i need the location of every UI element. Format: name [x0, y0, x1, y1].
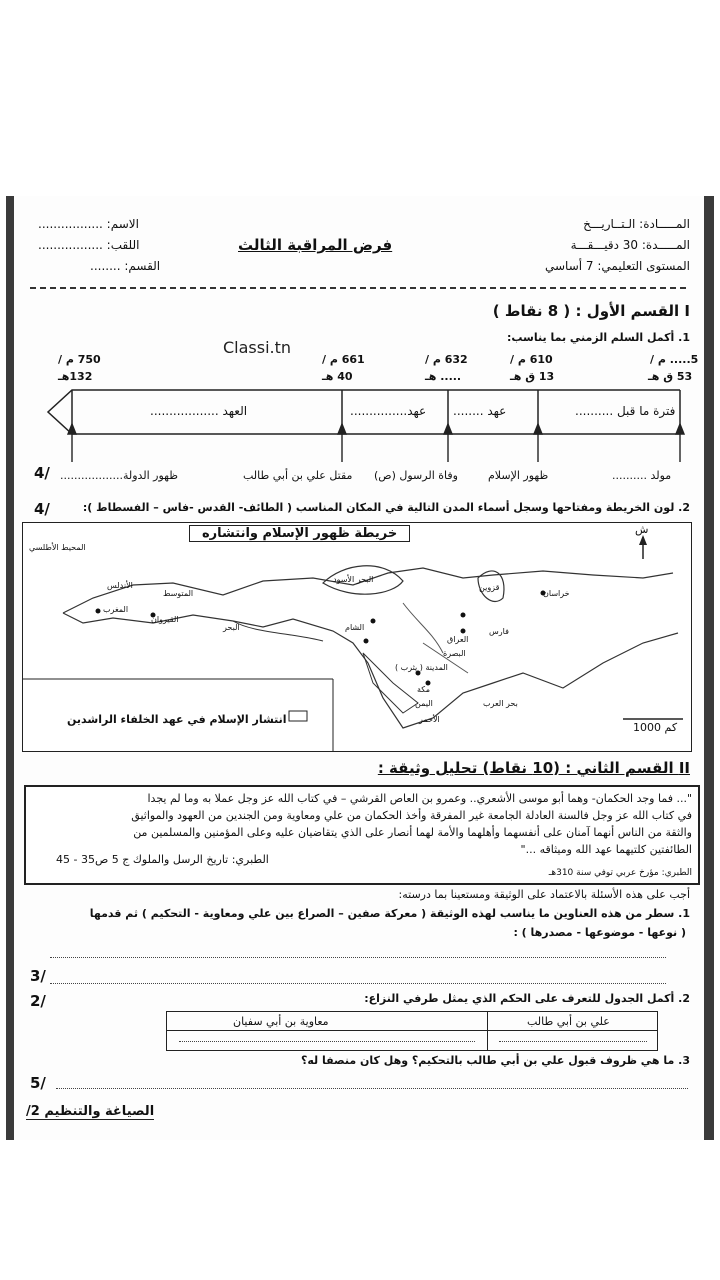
- map-label: اليمن: [415, 699, 433, 708]
- map-label: البصرة: [443, 649, 466, 658]
- band-segment: عهد...............: [350, 404, 427, 418]
- map-label: الشام: [345, 623, 365, 632]
- table-header: علي بن أبي طالب: [527, 1015, 610, 1028]
- level-label: المستوى التعليمي: 7 أساسي: [544, 259, 690, 273]
- name-field[interactable]: الاسم: .................: [38, 217, 139, 231]
- table-cell[interactable]: [499, 1041, 647, 1042]
- map-label: البحر: [223, 623, 240, 632]
- answer-line[interactable]: [50, 957, 666, 958]
- section1-heading: I القسم الأول : ( 8 نقاط ): [492, 302, 690, 320]
- map-label: المتوسط: [163, 589, 194, 598]
- map-label: مكة: [417, 685, 430, 694]
- answer-line[interactable]: [56, 1088, 688, 1089]
- map-label: المغرب: [103, 605, 129, 614]
- doc-line: والثقة من الناس أنهما آمنان على أنفسهما وأهلهما والأمة لهما أنصار على الذي يتقاضيان عليه وعلى المؤمنين والمسلمين من: [133, 826, 692, 839]
- right-binding-bar: [704, 196, 714, 1140]
- band-segment: عهد ........: [453, 404, 507, 418]
- timeline-date-top: 5..... م /: [650, 353, 699, 366]
- timeline-date-bottom: 132هـ: [58, 370, 93, 383]
- map-label: فارس: [489, 627, 509, 636]
- map-legend: انتشار الإسلام في عهد الخلفاء الراشدين: [67, 713, 287, 726]
- map-label: الأحمر: [419, 715, 440, 724]
- section2-heading: II القسم الثاني : (10 نقاط) تحليل وثيقة :: [377, 759, 690, 777]
- class-field[interactable]: القسم: ........: [90, 259, 161, 273]
- section2-q1: 1. سطر من هذه العناوين ما يناسب لهذه الوثيقة ( معركة صفين – الصراع بين علي ومعاوية - التحكيم ) ثم قدمها: [89, 907, 690, 920]
- table-header: معاوية بن أبي سفيان: [233, 1015, 329, 1028]
- map-scale: 1000 كم: [633, 721, 678, 734]
- timeline-date-top: 750 م /: [58, 353, 101, 366]
- map-label: المدينة ( يثرب ): [395, 663, 448, 672]
- left-binding-bar: [6, 196, 14, 1140]
- q1-score: 4/: [34, 464, 50, 482]
- duration-label: المـــــدة: 30 دقيـــقـــة: [570, 238, 690, 252]
- section2-q3: 3. ما هي ظروف قبول علي بن أبي طالب بالتحكيم؟ وهل كان منصفا له؟: [301, 1054, 690, 1067]
- q3-score: 5/: [30, 1074, 46, 1092]
- timeline-event: ظهور الإسلام: [488, 469, 549, 482]
- timeline-date-top: 610 م /: [510, 353, 553, 366]
- timeline-date-bottom: 13 ق هـ: [510, 370, 555, 383]
- section2-q1-b: ( نوعها - موضوعها - مصدرها ) :: [513, 926, 686, 939]
- timeline-event: ظهور الدولة..................: [60, 469, 178, 482]
- map-title: خريطة ظهور الإسلام وانتشاره: [189, 525, 410, 542]
- watermark: Classi.tn: [223, 338, 292, 357]
- table: [166, 1011, 658, 1051]
- band-segment: العهد ..................: [150, 404, 248, 418]
- timeline-date-top: 661 م /: [322, 353, 365, 366]
- timeline-event: مقتل علي بن أبي طالب: [243, 469, 353, 482]
- section2-q2: 2. أكمل الجدول للتعرف على الحكم الذي يمثل طرفي النزاع:: [364, 992, 690, 1005]
- doc-line: الطائفتين كلتيهما عهد الله وميثاقه ...": [520, 843, 692, 856]
- header-divider: [30, 287, 686, 289]
- map-label: خراسان: [543, 589, 570, 598]
- subject-label: المـــــادة: الـتــاريـــخ: [583, 217, 690, 231]
- map-label: القيروان: [151, 615, 179, 624]
- timeline-event: وفاة الرسول (ص): [374, 469, 458, 482]
- document-box: [24, 785, 700, 885]
- map-figure: [22, 522, 692, 752]
- map-label: بحر العرب: [483, 699, 518, 708]
- doc-line: في كتاب الله عز وجل فالسنة العادلة الجامعة غير المفرقة وأخذ الحكمان من علي ومعاوية ومن الجندين من العهود والمواثيق: [131, 809, 692, 822]
- map-label: قزوين: [479, 583, 500, 592]
- section1-q2: 2. لون الخريطة ومفتاحها وسجل أسماء المدن التالية في المكان المناسب ( الطائف- القدس -فاس – الفسطاط ):: [82, 501, 690, 514]
- band-segment: فترة ما قبل ..........: [575, 404, 676, 418]
- map-label: المحيط الأطلسي: [29, 543, 86, 552]
- exam-title: فرض المراقبة الثالث: [238, 236, 393, 254]
- timeline-arrows: [40, 422, 700, 466]
- instruction: أجب على هذه الأسئلة بالاعتماد على الوثيقة ومستعينا بما درسته:: [398, 888, 690, 901]
- timeline-date-bottom: 40 هـ: [322, 370, 353, 383]
- north-label: ش: [635, 523, 649, 536]
- timeline-date-top: 632 م /: [425, 353, 468, 366]
- timeline-date-bottom: ..... هـ: [425, 370, 462, 383]
- map-label: العراق: [447, 635, 469, 644]
- q2-score: 4/: [34, 500, 50, 518]
- doc-line: "... فما وجد الحكمان- وهما أبو موسى الأشعري.. وعمرو بن العاص القرشي – في كتاب الله عز وجل عملا به وما لم يجدا: [147, 792, 692, 805]
- section1-q1: 1. أكمل السلم الزمني بما يناسب:: [507, 331, 690, 344]
- timeline-event: مولد ..........: [612, 469, 672, 482]
- answer-line[interactable]: [50, 983, 666, 984]
- surname-field[interactable]: اللقب: .................: [38, 238, 140, 252]
- doc-source: الطبري: تاريخ الرسل والملوك ج 5 ص35 - 45: [56, 853, 269, 866]
- formatting-score: الصياغة والتنظيم 2/: [26, 1104, 155, 1119]
- doc-note: الطبري: مؤرخ عربي توفي سنة 310هـ: [548, 868, 692, 878]
- map-label: الأندلس: [107, 581, 133, 590]
- timeline-date-bottom: 53 ق هـ: [648, 370, 693, 383]
- table-cell[interactable]: [179, 1041, 475, 1042]
- q2-score-2: 2/: [30, 992, 46, 1010]
- map-label: البحر الأسود: [333, 575, 374, 584]
- q1-score-2: 3/: [30, 967, 46, 985]
